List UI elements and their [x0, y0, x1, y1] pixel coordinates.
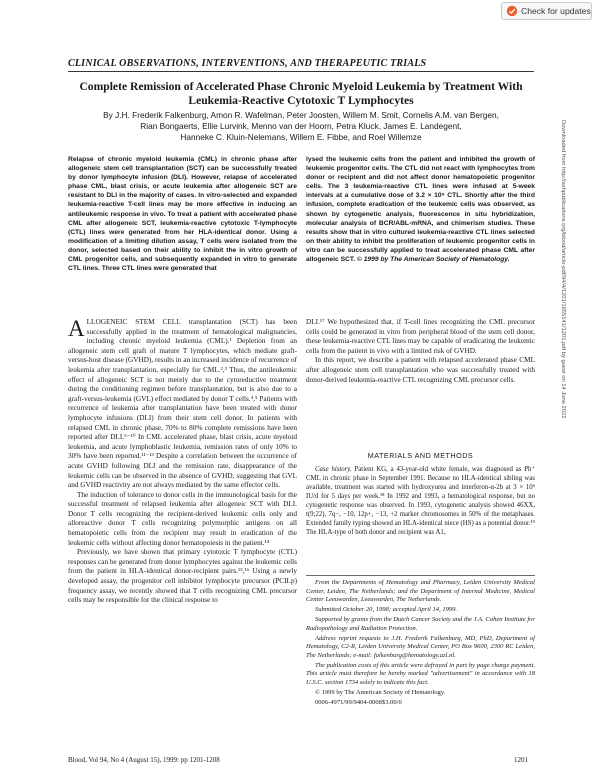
body-column-left: [68, 318, 297, 606]
check-for-updates-label: Check for updates: [521, 6, 591, 16]
check-updates-icon: [506, 5, 518, 17]
check-for-updates-badge[interactable]: [501, 2, 592, 20]
footnote-dates: Submitted October 20, 1998; accepted April 14, 1999.: [315, 606, 458, 613]
footnote-rule: [306, 575, 535, 576]
footnote-reprints: Address reprint requests to J.H. Frederik Falkenburg, MD, PhD, Department of Hematology, C2-R, Leiden University Medical Center, PO Box 9600, 2300 RC Leiden, The Netherlands; e-mail: falkenburg@hematology.azl.nl.: [306, 634, 535, 659]
intro-text: transplantation (SCT) has been successfully applied in the treatment of hematological malignancies, including chronic myeloid leukemia (CML).¹ Depletion from an allogeneic stem cell graft of mature T lymphocytes, which mediate graft-versus-host disease (GVHD), results in an increased incidence of recurrence of leukemia after transplantation, especially for CML.²,³ Thus, the antileukemic effect of allogeneic SCT is not merely due to the cytoreductive treatment during the conditioning regimen before transplantation, but is also due to a graft-versus-leukemia (GVL) effect mediated by donor T cells.⁴,⁵ Patients with recurrence of leukemia after transplantation have been treated with donor lymphocyte infusions (DLI) from their stem cell donor. In patients with relapsed CML in chronic phase, 70% to 80% complete remissions have been reported after DLI.⁶⁻¹⁰ In CML accelerated phase, blast crisis, acute myeloid leukemia, and acute lymphoblastic leukemia, remission rates of only 10% to 30% have been reported.¹¹⁻¹³ Despite a correlation between the occurrence of acute GVHD following DLI and the remission rate, disappearance of the leukemic cells can be observed in the absence of GVHD, suggesting that GVL and GVHD reactivity are not always mediated by the same effector cells.: [68, 318, 297, 490]
body-paragraph: Previously, we have shown that primary cytotoxic T lymphocyte (CTL) responses can be generated from donor lymphocytes against the leukemic cells from the patient in HLA-identical donor-recipient pairs.¹⁵,¹⁶ Using a newly developed assay, the progenitor cell inhibitor lymphocyte precursor (PCILp) frequency assay, we recently showed that T cells recognizing CML precursor cells may be responsible for the clinical response to: [68, 548, 297, 605]
author-line: Rian Bongaerts, Ellie Lurvink, Menno van der Hoorn, Petra Kluck, James E. Landegent,: [140, 121, 462, 131]
footnote-code: 0006-4971/99/9404-0008$3.00/0: [315, 698, 402, 706]
article-title: Complete Remission of Accelerated Phase Chronic Myeloid Leukemia by Treatment With Leukemia-Reactive Cytotoxic T Lymphocytes: [79, 80, 523, 107]
case-history-paragraph: [306, 465, 535, 537]
download-notice[interactable]: Downloaded from http://ashpublications.org/blood/article-pdf/94/4/1201/1655141/1201.pdf by guest on 14 June 2022: [560, 120, 566, 419]
methods-heading: MATERIALS AND METHODS: [367, 451, 474, 460]
author-line: Hanneke C. Kluin-Nelemans, Willem E. Fibbe, and Roel Willemze: [180, 132, 422, 142]
journal-citation: Blood, Vol 94, No 4 (August 15), 1999: pp 1201-1208: [68, 756, 220, 764]
header-rule: [68, 71, 534, 72]
intro-paragraph: [68, 318, 297, 491]
section-heading: CLINICAL OBSERVATIONS, INTERVENTIONS, AND THERAPEUTIC TRIALS: [68, 58, 427, 69]
body-paragraph: DLI.¹⁷ We hypothesized that, if T-cell lines recognizing the CML precursor cells could be generated in vitro from peripheral blood of the stem cell donor, these leukemia-reactive CTL lines may be capable of eradicating the leukemic cells from the patient in vivo with a limited risk of GVHD.: [306, 318, 535, 355]
body-paragraph: In this report, we describe a patient with relapsed accelerated phase CML after allogeneic stem cell transplantation who was successfully treated with donor-derived leukemia-reactive CTL recognizing CML precursor cells.: [306, 356, 535, 384]
download-sidebar: [556, 120, 568, 760]
abstract-right-text: lysed the leukemic cells from the patient and inhibited the growth of leukemic progenitor cells. The CTL did not react with lymphocytes from donor or recipient and did not affect donor hematopoietic progenitor cells. The 3 leukemia-reactive CTL lines were infused at 5-week intervals at a cumulative dose of 3.2 × 10⁹ CTL. Shortly after the third infusion, complete eradication of the leukemic cells was observed, as shown by cytogenetic analysis, fluorescence in situ hybridization, molecular analysis of BCR/ABL-mRNA, and chimerism studies. These results show that in vitro cultured leukemia-reactive CTL lines selected on their ability to inhibit the proliferation of leukemic progenitor cells in vitro can be successfully applied to treat accelerated phase CML after allogeneic SCT.: [306, 156, 535, 264]
body-column-right: [306, 318, 535, 385]
abstract-right: [306, 155, 535, 264]
abstract-left: Relapse of chronic myeloid leukemia (CML) in chronic phase after allogeneic stem cell transplantation (SCT) can be successfully treated by donor lymphocyte infusion (DLI). However, relapse of accelerated phase CML, blast crisis, or acute leukemia after allogeneic SCT are resistant to DLI in the majority of cases. In vitro-selected and expanded leukemia-reactive T-cell lines may be more effective in inducing an antileukemic response in vivo. To treat a patient with accelerated phase CML after allogeneic SCT, leukemia-reactive cytotoxic T-lymphocyte (CTL) lines were generated from her HLA-identical donor. Using a modification of a limiting dilution assay, T cells were isolated from the donor, selected based on their ability to inhibit the in vitro growth of CML progenitor cells, and subsequently expanded in vitro to generate CTL lines. Three CTL lines were generated that: [68, 156, 297, 273]
case-history-text: Patient KG, a 43-year-old white female, was diagnosed as Ph⁺ CML in chronic phase in September 1991. Because no HLA-identical sibling was available, treatment was started with hydroxyurea and interferon-α-2b at 3 × 10⁶ IU/d for 5 days per week.¹⁸ In 1992 and 1993, a hematological response, but no cytogenetic response was observed. In 1993, cytogenetic analysis showed 46XX, t(9;22), 7q−, −10, 12p+, −13, +2 marker chromosomes in 50% of the metaphases. Extended family typing showed an HLA-identical niece (HS) as a potential donor.¹⁹ The HLA-type of both donor and recipient was A1,: [306, 466, 535, 536]
lead-words: LLOGENEIC STEM CELL: [86, 318, 181, 326]
footnote-publication-costs: The publication costs of this article were defrayed in part by page charge payment. This article must therefore be hereby marked "advertisement" in accordance with 18 U.S.C. section 1734 solely to indicate this fact.: [306, 661, 535, 686]
footnote-copyright: © 1999 by The American Society of Hematology.: [315, 688, 446, 696]
case-history-label: Case history.: [315, 466, 352, 473]
footnote-affiliation: From the Departments of Hematology and Pharmacy, Leiden University Medical Center, Leiden, The Netherlands; and the Department of Internal Medicine, Medical Center Leeuwarden, Leeuwarden, The Netherlands.: [306, 579, 535, 603]
body-paragraph: The induction of tolerance to donor cells in the immunological basis for the successful treatment of relapsed leukemia after allogeneic SCT with DLI. Donor T cells recognizing the recipient-derived leukemic cells only and alloreactive donor T cells recognizing polymorphic antigens on all hematopoietic cells from the recipient may result in eradication of the leukemic cells without affecting donor hematopoiesis in the patient.¹⁴: [68, 490, 297, 547]
page-number: 1201: [514, 756, 528, 764]
abstract-copyright: © 1999 by The American Society of Hematology.: [356, 256, 510, 264]
footnote-support: Supported by grants from the Dutch Cancer Society and the J.A. Cohen Institute for Radiopathology and Radiation Protection.: [306, 616, 535, 632]
drop-cap: A: [68, 316, 85, 341]
footnotes: [306, 579, 535, 709]
author-line: By J.H. Frederik Falkenburg, Amon R. Wafelman, Peter Joosten, Willem M. Smit, Cornelis A.M. van Bergen,: [103, 110, 499, 120]
author-list: [68, 110, 534, 143]
